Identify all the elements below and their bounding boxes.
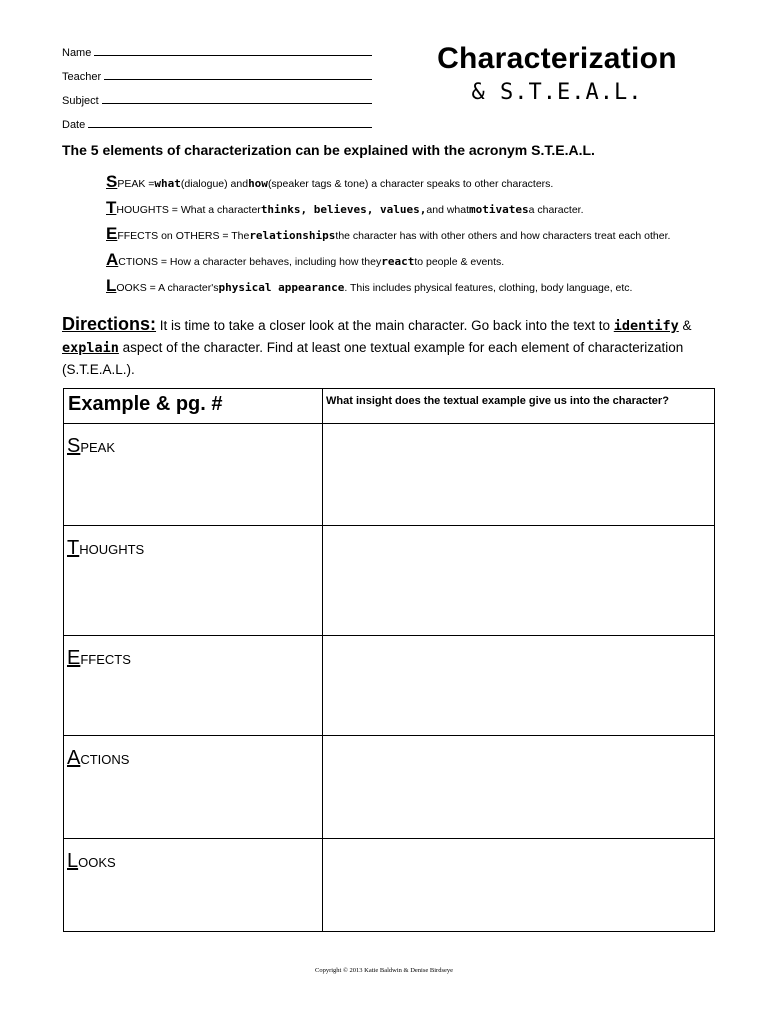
steal-text: CTIONS = How a character behaves, including how they	[118, 256, 382, 268]
directions-keyword-explain: explain	[62, 340, 119, 356]
steal-text: the character has with other others and how characters treat each other.	[335, 230, 671, 242]
page-subtitle: & S.T.E.A.L.	[471, 80, 643, 105]
steal-text: . This includes physical features, clothing, body language, etc.	[344, 282, 633, 294]
steal-text: and what	[426, 204, 470, 216]
table-row-speak	[64, 424, 715, 526]
steal-actions	[106, 242, 726, 268]
steal-letter: S	[106, 172, 118, 191]
subject-line[interactable]	[102, 102, 372, 104]
steal-letter: A	[106, 250, 119, 269]
row-letter: A	[67, 747, 81, 769]
header-example: Example & pg. #	[64, 389, 323, 424]
steal-keyword: react	[381, 255, 415, 268]
directions	[62, 314, 718, 380]
directions-text: aspect of the character. Find at least one textual example for each element of characterization (S.T.E.A.L.).	[62, 340, 684, 377]
steal-keyword: physical appearance	[218, 281, 345, 294]
title-block	[412, 42, 702, 105]
directions-text: &	[678, 318, 692, 333]
steal-text: FFECTS on OTHERS = The	[117, 230, 250, 242]
table-header-row	[64, 389, 715, 424]
insight-cell-actions[interactable]	[323, 736, 715, 839]
steal-keyword: motivates	[469, 203, 529, 216]
steal-effects	[106, 216, 726, 242]
steal-text: OOKS = A character's	[116, 282, 219, 294]
directions-label: Directions:	[62, 314, 157, 334]
intro-text: The 5 elements of characterization can be explained with the acronym S.T.E.A.L.	[62, 142, 595, 158]
row-label-text: OOKS	[78, 855, 116, 870]
row-label-text: FFECTS	[80, 652, 131, 667]
student-info-fields	[62, 35, 372, 131]
table-row-thoughts	[64, 526, 715, 636]
example-cell-effects[interactable]	[64, 636, 323, 736]
steal-letter: E	[106, 224, 118, 243]
steal-letter: T	[106, 198, 117, 217]
name-field[interactable]	[62, 35, 372, 59]
steal-looks	[106, 268, 726, 294]
steal-definitions	[106, 164, 726, 294]
date-label: Date	[62, 119, 86, 131]
table-row-actions	[64, 736, 715, 839]
subject-field[interactable]	[62, 83, 372, 107]
example-cell-thoughts[interactable]	[64, 526, 323, 636]
name-line[interactable]	[94, 54, 372, 56]
table-row-effects	[64, 636, 715, 736]
name-label: Name	[62, 47, 92, 59]
insight-cell-speak[interactable]	[323, 424, 715, 526]
example-cell-actions[interactable]	[64, 736, 323, 839]
row-letter: E	[67, 647, 81, 669]
table-row-looks	[64, 839, 715, 932]
row-letter: S	[67, 435, 81, 457]
steal-text: a character.	[528, 204, 584, 216]
steal-speak	[106, 164, 726, 190]
steal-worksheet-table	[63, 388, 715, 932]
page-title: Characterization	[437, 42, 677, 75]
date-line[interactable]	[88, 126, 372, 128]
header-insight: What insight does the textual example give us into the character?	[323, 389, 715, 424]
teacher-field[interactable]	[62, 59, 372, 83]
steal-text: HOUGHTS = What a character	[116, 204, 261, 216]
row-label-text: HOUGHTS	[79, 542, 145, 557]
row-letter: T	[67, 537, 80, 559]
steal-text: (speaker tags & tone) a character speaks to other characters.	[267, 178, 554, 190]
subject-label: Subject	[62, 95, 99, 107]
steal-keyword: what	[154, 177, 181, 190]
insight-cell-thoughts[interactable]	[323, 526, 715, 636]
example-cell-speak[interactable]	[64, 424, 323, 526]
example-cell-looks[interactable]	[64, 839, 323, 932]
row-label-text: CTIONS	[80, 752, 130, 767]
steal-keyword: thinks, believes, values,	[260, 203, 427, 216]
row-letter: L	[67, 850, 79, 872]
steal-text: to people & events.	[414, 256, 505, 268]
directions-text: It is time to take a closer look at the main character. Go back into the text to	[156, 318, 614, 333]
insight-cell-looks[interactable]	[323, 839, 715, 932]
steal-keyword: how	[248, 177, 268, 190]
steal-keyword: relationships	[249, 229, 336, 242]
steal-thoughts	[106, 190, 726, 216]
copyright-footer: Copyright © 2013 Katie Baldwin & Denise Birdseye	[315, 967, 453, 974]
teacher-line[interactable]	[104, 78, 372, 80]
row-label-text: PEAK	[80, 440, 116, 455]
directions-keyword-identify: identify	[613, 318, 679, 334]
date-field[interactable]	[62, 107, 372, 131]
teacher-label: Teacher	[62, 71, 102, 83]
steal-letter: L	[106, 276, 117, 295]
steal-text: PEAK =	[117, 178, 155, 190]
steal-text: (dialogue) and	[180, 178, 249, 190]
insight-cell-effects[interactable]	[323, 636, 715, 736]
